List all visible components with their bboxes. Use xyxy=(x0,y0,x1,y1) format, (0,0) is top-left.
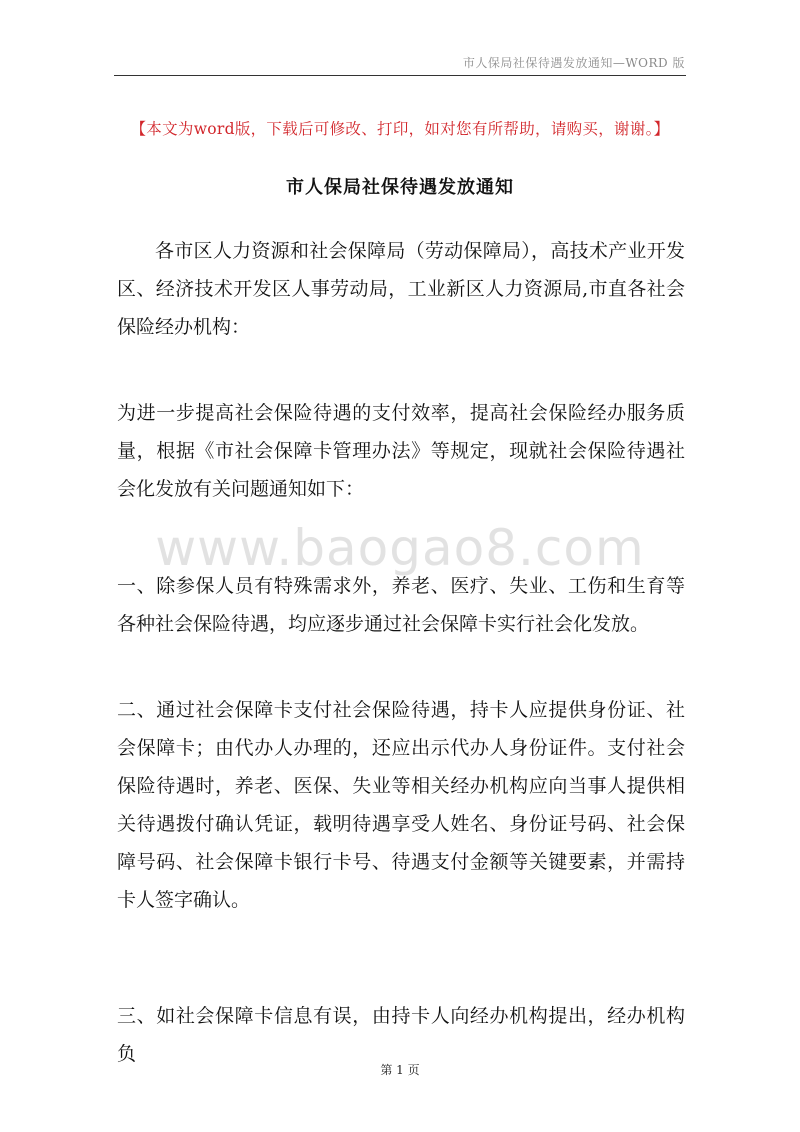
paragraph-item-2: 二、通过社会保障卡支付社会保险待遇，持卡人应提供身份证、社会保障卡；由代办人办理的，还应出示代办人身份证件。支付社会保险待遇时，养老、医保、失业等相关经办机构应向当事人提供相关待遇拨付确认凭证，载明待遇享受人姓名、身份证号码、社会保障号码、社会保障卡银行卡号、待遇支付金额等关键要素，并需持卡人签字确认。 xyxy=(117,699,685,911)
watermark: www.baogao8.com xyxy=(155,519,645,577)
paragraph-intro: 为进一步提高社会保险待遇的支付效率，提高社会保险经办服务质量，根据《市社会保障卡管理办法》等规定，现就社会保险待遇社会化发放有关问题通知如下： xyxy=(117,402,685,500)
paragraph-addressees: 各市区人力资源和社会保障局（劳动保障局），高技术产业开发区、经济技术开发区人事劳动局，工业新区人力资源局,市直各社会保险经办机构： xyxy=(117,240,685,338)
paragraph-item-3: 三、如社会保障卡信息有误，由持卡人向经办机构提出，经办机构负 xyxy=(117,1005,685,1065)
page-number: 第 1 页 xyxy=(380,1063,420,1077)
paragraph-item-1: 一、除参保人员有特殊需求外，养老、医疗、失业、工伤和生育等各种社会保险待遇，均应逐步通过社会保障卡实行社会化发放。 xyxy=(117,575,685,635)
purchase-notice: 【本文为word版，下载后可修改、打印，如对您有所帮助，请购买，谢谢。】 xyxy=(130,120,670,138)
running-header: 市人保局社保待遇发放通知—WORD 版 xyxy=(462,56,685,70)
document-title: 市人保局社保待遇发放通知 xyxy=(286,177,514,198)
header-rule xyxy=(114,75,686,76)
